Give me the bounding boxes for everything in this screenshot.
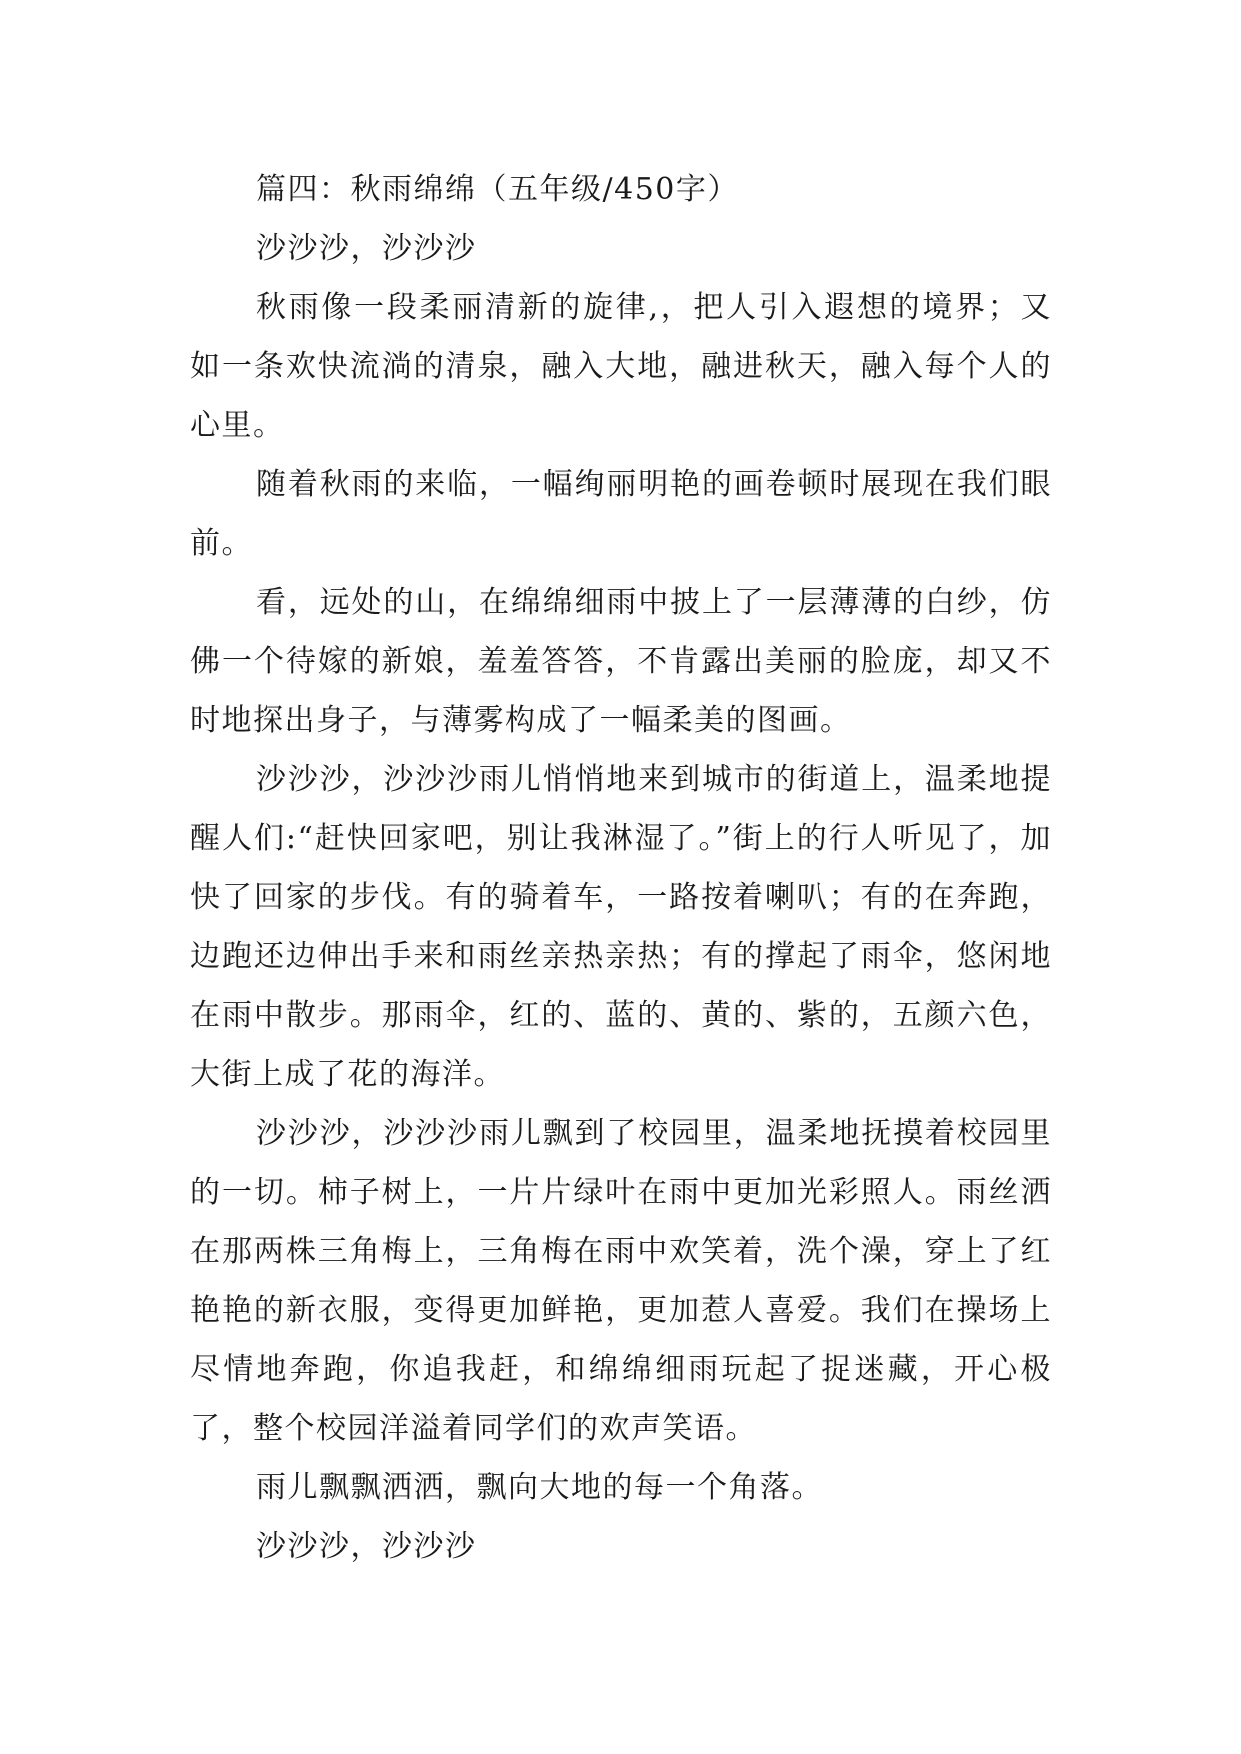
paragraph: 沙沙沙，沙沙沙雨儿悄悄地来到城市的街道上，温柔地提醒人们:“赶快回家吧，别让我淋湿了。”街上的行人听见了，加快了回家的步伐。有的骑着车，一路按着喇叭；有的在奔跑，边跑还边伸出手来和雨丝亲热亲热；有的撑起了雨伞，悠闲地在雨中散步。那雨伞，红的、蓝的、黄的、紫的，五颜六色，大街上成了花的海洋。 xyxy=(190,762,1052,1092)
paragraph: 随着秋雨的来临，一幅绚丽明艳的画卷顿时展现在我们眼前。 xyxy=(190,467,1052,561)
paragraph: 雨儿飘飘洒洒，飘向大地的每一个角落。 xyxy=(256,1470,823,1505)
document-page xyxy=(190,160,1052,1576)
document-title: 篇四：秋雨绵绵（五年级/450字） xyxy=(256,172,739,207)
paragraph: 沙沙沙，沙沙沙雨儿飘到了校园里，温柔地抚摸着校园里的一切。柿子树上，一片片绿叶在雨中更加光彩照人。雨丝洒在那两株三角梅上，三角梅在雨中欢笑着，洗个澡，穿上了红艳艳的新衣服，变得更加鲜艳，更加惹人喜爱。我们在操场上尽情地奔跑，你追我赶，和绵绵细雨玩起了捉迷藏，开心极了，整个校园洋溢着同学们的欢声笑语。 xyxy=(190,1116,1052,1446)
paragraph: 秋雨像一段柔丽清新的旋律,，把人引入遐想的境界；又如一条欢快流淌的清泉，融入大地，融进秋天，融入每个人的心里。 xyxy=(190,290,1052,443)
paragraph: 沙沙沙，沙沙沙 xyxy=(256,231,477,266)
paragraph: 看，远处的山，在绵绵细雨中披上了一层薄薄的白纱，仿佛一个待嫁的新娘，羞羞答答，不肯露出美丽的脸庞，却又不时地探出身子，与薄雾构成了一幅柔美的图画。 xyxy=(190,585,1052,738)
paragraph: 沙沙沙，沙沙沙 xyxy=(256,1529,477,1564)
